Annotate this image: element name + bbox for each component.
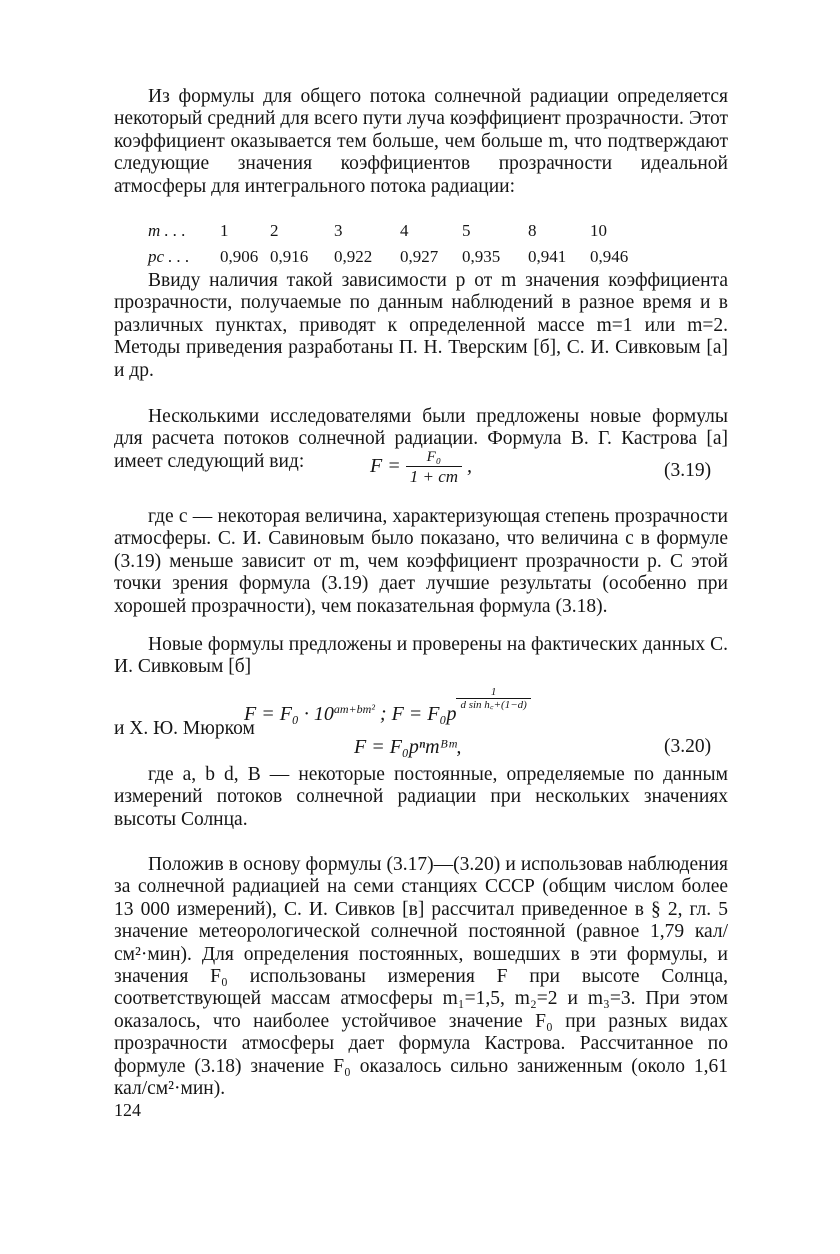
table-cell: 0,916 — [270, 247, 309, 266]
exponent-b-denominator: d sin h꜀+(1−d) — [460, 699, 527, 711]
paragraph-7: Положив в основу формулы (3.17)—(3.20) и использовав наблюдения за солнечной радиацией на семи станциях СССР (общим числом более 13 000 измерений), С. И. Сивков [в] рассчитал приведенное в § 2, гл. 5 значение метеорологической солнечной постоянной (равное 1,79 кал/см²·мин). Для определения постоянных, вошедших в эти формулы, и значения F₀ использованы измерения F при высоте Солнца, соответствующей массам атмосферы m₁=1,5, m₂=2 и m₃=3. При этом оказалось, что наиболее устойчивое значение F₀ при разных видах прозрачности атмосферы дает формула Кастрова. Рассчитанное по формуле (3.18) значение F₀ оказалось сильно заниженным (около 1,61 кал/см²·мин). — [114, 854, 728, 1100]
fraction-denominator: 1 + cm — [409, 467, 459, 486]
paragraph-5b: и Х. Ю. Мюрком — [114, 718, 255, 739]
formula-comma: , — [467, 455, 473, 478]
paragraph-4: где c — некоторая величина, характеризующая степень прозрачности атмосферы. С. И. Савиновым было показано, что величина c в формуле (3.19) меньше зависит от m, чем коэффициент прозрачности p. С этой точки зрения формула (3.19) дает лучшие результаты (особенно при хорошей прозрачности), чем показательная формула (3.18). — [114, 506, 728, 617]
paragraph-6: где a, b d, B — некоторые постоянные, определяемые по данным измерений потоков солнечной радиации при нескольких значениях высоты Солнца. — [114, 764, 728, 830]
formula-fraction — [406, 448, 462, 487]
equation-number-3-20: (3.20) — [664, 736, 712, 757]
row-label-pc: pc . . . — [148, 247, 190, 266]
paragraph-4-block — [114, 506, 728, 618]
exponent-a: am+bm² — [333, 702, 375, 716]
table-cell: 0,927 — [400, 247, 439, 266]
formula-sivkov-b: ; F = F₀p — [379, 703, 457, 725]
exponent-b-numerator: 1 — [456, 686, 530, 699]
table-cell: 2 — [270, 221, 279, 240]
paragraph-5-block — [114, 634, 728, 679]
formula-3-20: F = F₀pⁿmᴮᵐ, — [354, 736, 462, 758]
equation-number-3-19: (3.19) — [664, 460, 712, 481]
formula-sivkov-a: F = F₀ · 10 — [244, 703, 334, 725]
transparency-table — [148, 218, 650, 270]
row-label-m: m . . . — [148, 221, 186, 240]
paragraph-2-block — [114, 270, 728, 382]
paragraph-3: Несколькими исследователями были предложены новые формулы для расчета потоков солнечной радиации. Формула В. Г. Кастрова [а] имеет следующий вид: — [114, 406, 728, 472]
table-cell: 0,906 — [220, 247, 259, 266]
table-row-m — [148, 218, 650, 244]
page-number: 124 — [114, 1100, 141, 1120]
formula-lhs: F = — [370, 455, 401, 478]
fraction-numerator: F₀ — [406, 448, 462, 467]
table-cell: 10 — [590, 221, 607, 240]
table-cell: 0,946 — [590, 247, 629, 266]
paragraph-1-block — [114, 86, 728, 198]
table-cell: 4 — [400, 221, 409, 240]
formula-3-19 — [370, 448, 472, 487]
table-cell: 8 — [528, 221, 537, 240]
paragraph-7-block — [114, 854, 728, 1100]
paragraph-6-block — [114, 764, 728, 831]
table-cell: 0,922 — [334, 247, 373, 266]
table-cell: 0,935 — [462, 247, 501, 266]
table-cell: 0,941 — [528, 247, 567, 266]
paragraph-1: Из формулы для общего потока солнечной радиации определяется некоторый средний для всего пути луча коэффициент прозрачности. Этот коэффициент оказывается тем больше, чем больше m, что подтверждают следующие значения коэффициентов прозрачности идеальной атмосферы для интегрального потока радиации: — [114, 86, 728, 197]
table-row-pc — [148, 244, 650, 270]
paragraph-2: Ввиду наличия такой зависимости p от m значения коэффициента прозрачности, получаемые по данным наблюдений в разное время и в различных пунктах, приводят к определенной массе m=1 или m=2. Методы приведения разработаны П. Н. Тверским [б], С. И. Сивковым [а] и др. — [114, 270, 728, 381]
table-cell: 1 — [220, 221, 229, 240]
exponent-b — [456, 686, 530, 712]
paragraph-5: Новые формулы предложены и проверены на фактических данных С. И. Сивковым [б] — [114, 634, 728, 678]
table-cell: 5 — [462, 221, 471, 240]
table-cell: 3 — [334, 221, 343, 240]
